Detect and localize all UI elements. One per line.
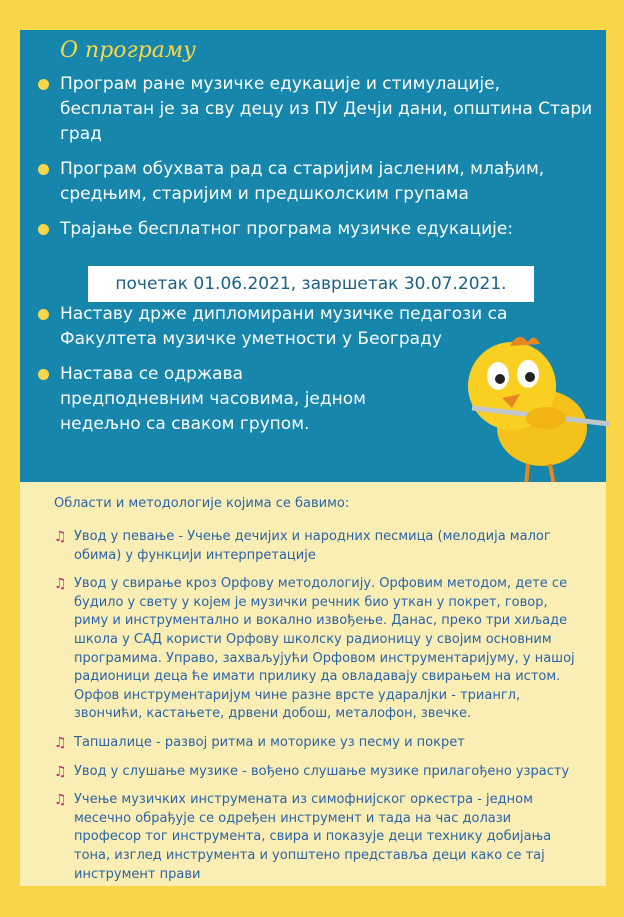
methods-panel — [20, 482, 606, 886]
bullet-dot-icon — [38, 309, 49, 320]
list-item — [54, 763, 582, 782]
music-note-icon: ♫ — [54, 734, 67, 751]
music-note-icon: ♫ — [54, 576, 67, 593]
list-item — [38, 157, 596, 207]
methods-heading: Области и методологије којима се бавимо: — [54, 496, 350, 511]
bullet-text: Настава се одржава предподневним часовима, једном недељно са сваком групом. — [60, 364, 366, 434]
list-item — [54, 575, 582, 724]
list-item — [54, 528, 582, 565]
music-note-icon: ♫ — [54, 792, 67, 809]
bullet-dot-icon — [38, 369, 49, 380]
list-item — [38, 72, 596, 147]
method-text: Увод у свирање кроз Орфову методологију. Орфовим методом, дете се будило у свету у којем је музички речник био уткан у покрет, говор, риму и инструментално и вокално извођење. Данас, преко три хиљаде школа у САД користи Орфову школску радионицу у својим основним програмима. Управо, захваљујући Орфовом инструментаријуму, у нашој радионици деца ће имати прилику да овладавају свирањем на истом. Орфов инструментаријум чине разне врсте ударалјки - триангл, звончићи, кастањете, дрвени добош, металофон, звечке. — [74, 576, 575, 722]
list-item — [38, 362, 380, 437]
bullet-dot-icon — [38, 224, 49, 235]
page-title: О програму — [60, 38, 196, 63]
bullet-text: Програм обухвата рад са старијим јасленим, млађим, средњим, старијим и предшколским групама — [60, 159, 545, 204]
method-text: Учење музичких инструмената из симофнијског оркестра - једном месечно обрађује се одређен инструмент и тада на час долази професор тог инструмента, свира и показује деци технику добијања тона, изглед инструмента и уопштено представља деци како се тај инструмент прави — [74, 792, 552, 882]
methods-list — [54, 528, 582, 894]
bullet-text: Трајање бесплатног програма музичке едукације: — [60, 219, 514, 239]
method-text: Тапшалице - развој ритма и моторике уз песму и покрет — [74, 734, 465, 750]
bullet-text: Програм ране музичке едукације и стимулације, бесплатан је за сву децу из ПУ Дечји дани, општина Стари град — [60, 74, 593, 144]
program-dates-box: почетак 01.06.2021, завршетак 30.07.2021. — [88, 266, 534, 302]
bullet-dot-icon — [38, 79, 49, 90]
chick-flute-illustration — [450, 318, 610, 493]
list-item — [54, 791, 582, 884]
method-text: Увод у слушање музике - вођено слушање музике прилагођено узрасту — [74, 763, 570, 779]
music-note-icon: ♫ — [54, 763, 67, 780]
music-note-icon: ♫ — [54, 529, 67, 545]
list-item — [54, 734, 582, 753]
bullet-dot-icon — [38, 164, 49, 175]
list-item — [38, 217, 596, 242]
bullet-text: Наставу држе дипломирани музичке педагози са Факултета музичке уметности у Београду — [60, 304, 508, 349]
method-text: Увод у певање - Учење дечијих и народних песмица (мелодија малог обима) у функцији интерпретације — [74, 529, 551, 563]
